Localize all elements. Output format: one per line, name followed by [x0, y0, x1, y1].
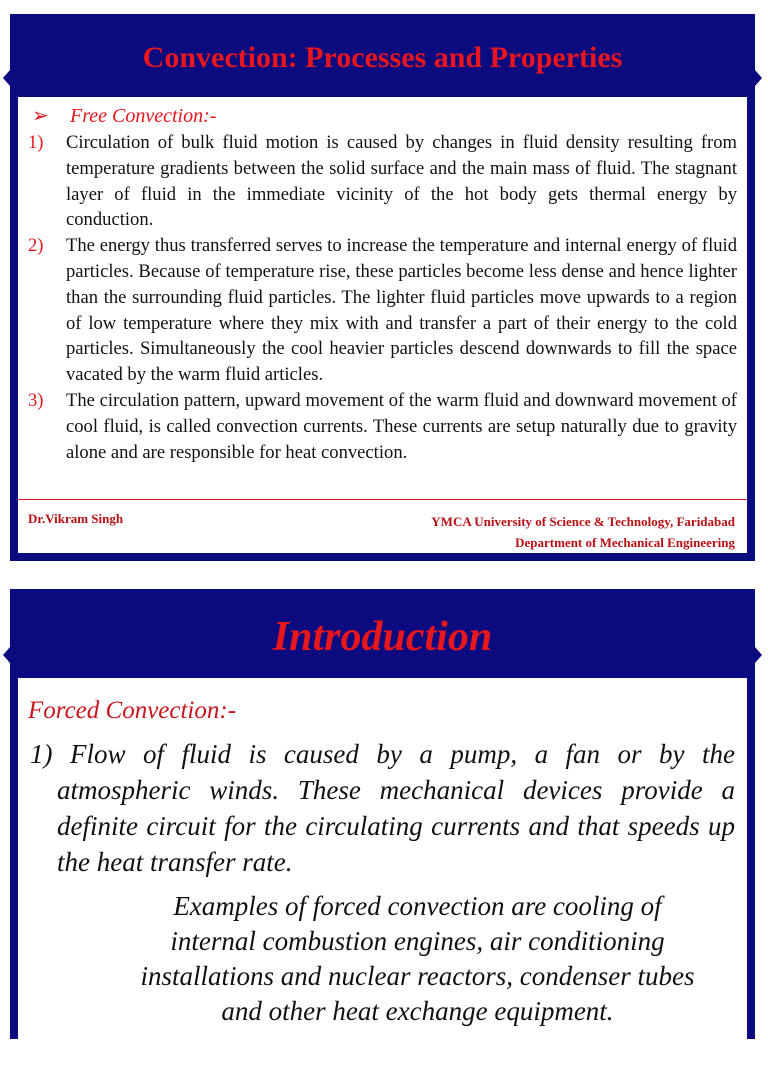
frame-notch — [3, 647, 10, 663]
frame-notch — [3, 70, 10, 86]
item-text: Circulation of bulk fluid motion is caused by changes in fluid density resulting from temperature gradients between the solid surface and the main mass of fluid. The stagnant layer of fluid in the immediate vicinity of the hot body gets thermal energy by conduction. — [66, 132, 737, 231]
footer-institution — [431, 511, 735, 553]
footer-university: YMCA University of Science & Technology, Faridabad — [431, 514, 735, 529]
footer-department: Department of Mechanical Engineering — [515, 535, 735, 550]
frame-notch — [755, 70, 762, 86]
frame-notch — [755, 647, 762, 663]
slide-body — [18, 678, 747, 1078]
numbered-list — [28, 130, 737, 465]
examples-paragraph: Examples of forced convection are cooling of internal combustion engines, air conditioning installations and nuclear reactors, condenser tubes and other heat exchange equipment. — [140, 891, 695, 1026]
section-heading — [32, 103, 216, 128]
section-heading-text: Free Convection:- — [70, 105, 217, 127]
item-number: 1) — [28, 132, 44, 153]
arrow-bullet-icon: ➢ — [32, 105, 49, 127]
footer-divider — [18, 499, 747, 500]
slide-body — [18, 97, 747, 553]
list-item — [28, 388, 737, 465]
list-item — [28, 130, 737, 233]
footer-author: Dr.Vikram Singh — [28, 511, 124, 526]
slide-title: Convection: Processes and Properties — [142, 41, 623, 74]
slide-introduction — [10, 589, 755, 1039]
numbered-point: 1) Flow of fluid is caused by a pump, a fan or by the atmospheric winds. These mechanical devices provide a definite circuit for the circulating currents and that speeds up the heat transfer rate. — [30, 739, 735, 877]
item-number: 2) — [28, 235, 44, 257]
list-item — [28, 233, 737, 388]
section-heading: Forced Convection:- — [28, 697, 237, 724]
slide-title: Introduction — [272, 614, 493, 660]
item-text: The energy thus transferred serves to increase the temperature and internal energy of fluid particles. Because of temperature rise, these particles become less dense and hence lighter than the surrounding fluid particles. The lighter fluid particles move upwards to a region of low temperature where they mix with and transfer a part of their energy to the cold particles. Simultaneously the cool heavier particles descend downwards to fill the space vacated by the warm fluid articles. — [66, 235, 737, 386]
item-text: The circulation pattern, upward movement of the warm fluid and downward movement of cool fluid, is called convection currents. These currents are setup naturally due to gravity alone and are responsible for heat convection. — [66, 389, 737, 463]
slide-free-convection — [10, 14, 755, 561]
item-number: 3) — [28, 389, 44, 411]
